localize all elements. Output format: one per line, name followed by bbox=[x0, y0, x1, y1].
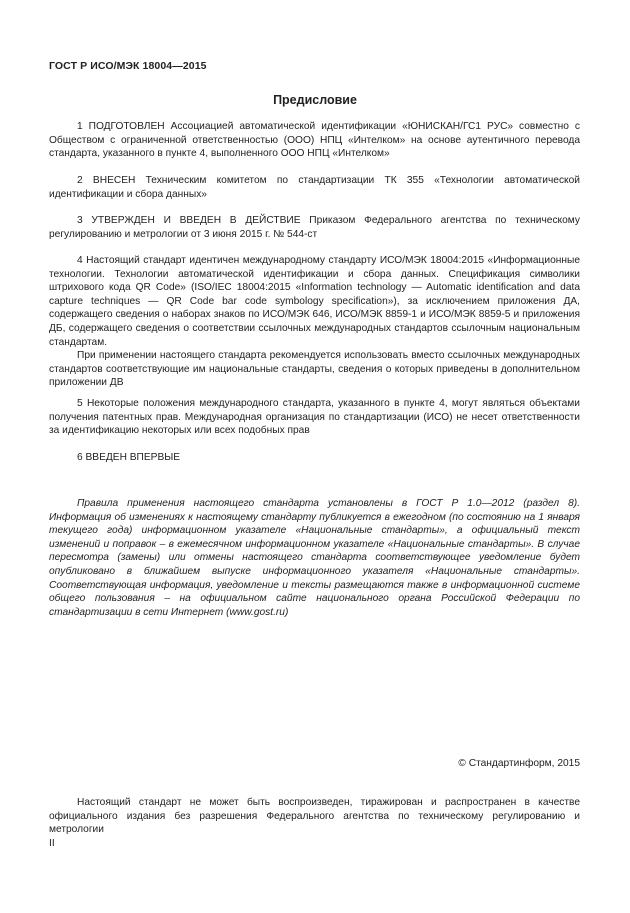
paragraph-6: 6 ВВЕДЕН ВПЕРВЫЕ bbox=[77, 452, 181, 463]
copyright-line: © Стандартинформ, 2015 bbox=[458, 758, 580, 769]
foreword-block-1 bbox=[49, 120, 580, 161]
paragraph-4: 4 Настоящий стандарт идентичен международному стандарту ИСО/МЭК 18004:2015 «Информационные технологии. Технологии автоматической идентификации и сбора данных. Спецификация символики штрихового кода QR Code» (ISO/IEC 18004:2015 «Information technology — Automatic identification and data capture techniques — QR Code bar code symbology specification»), за исключением приложения ДА, содержащего сведения о наборах знаков по ИСО/МЭК 646, ИСО/МЭК 8859-1 и ИСО/МЭК 8859-5 и приложения ДБ, содержащего сведения о соответствии ссылочных международных стандартов ссылочным национальным стандартам. bbox=[49, 255, 580, 348]
foreword-block-2 bbox=[49, 174, 580, 201]
document-header: ГОСТ Р ИСО/МЭК 18004—2015 bbox=[49, 60, 207, 72]
notice-block bbox=[49, 497, 580, 619]
paragraph-5: 5 Некоторые положения международного стандарта, указанного в пункте 4, могут являться объектами получения патентных прав. Международная организация по стандартизации (ИСО) не несет ответственности за идентификацию некоторых или всех подобных прав bbox=[49, 398, 580, 437]
paragraph-2: 2 ВНЕСЕН Техническим комитетом по стандартизации ТК 355 «Технологии автоматической идентификации и сбора данных» bbox=[49, 175, 580, 200]
footer-text: Настоящий стандарт не может быть воспроизведен, тиражирован и распространен в качестве официального издания без разрешения Федерального агентства по техническому регулированию и метрологии bbox=[49, 797, 580, 836]
notice-text: Правила применения настоящего стандарта установлены в ГОСТ Р 1.0—2012 (раздел 8). Информация об изменениях к настоящему стандарту публикуется в ежегодном (по состоянию на 1 января текущего года) информационном указателе «Национальные стандарты», а официальный текст изменений и поправок – в ежемесячном информационном указателе «Национальные стандарты». В случае пересмотра (замены) или отмены настоящего стандарта соответствующее уведомление будет опубликовано в ближайшем выпуске информационного указателя «Национальные стандарты». Соответствующая информация, уведомление и тексты размещаются также в информационной системе общего пользования – на официальном сайте национального органа Российской Федерации по стандартизации в сети Интернет (www.gost.ru) bbox=[49, 498, 580, 618]
page-number: II bbox=[49, 838, 55, 849]
foreword-block-3 bbox=[49, 214, 580, 241]
foreword-block-4 bbox=[49, 254, 580, 390]
paragraph-1: 1 ПОДГОТОВЛЕН Ассоциацией автоматической идентификации «ЮНИСКАН/ГС1 РУС» совместно с Обществом с ограниченной ответственностью (ООО) НПЦ «Интелком» на основе аутентичного перевода стандарта, указанного в пункте 4, выполненного ООО НПЦ «Интелком» bbox=[49, 121, 580, 160]
paragraph-3: 3 УТВЕРЖДЕН И ВВЕДЕН В ДЕЙСТВИЕ Приказом Федерального агентства по техническому регулированию и метрологии от 3 июня 2015 г. № 544-ст bbox=[49, 215, 580, 240]
foreword-block-6 bbox=[49, 451, 580, 465]
section-title: Предисловие bbox=[273, 93, 357, 107]
footer-notice bbox=[49, 796, 580, 837]
paragraph-4b: При применении настоящего стандарта рекомендуется использовать вместо ссылочных международных стандартов соответствующие им национальные стандарты, сведения о которых приведены в дополнительном приложении ДВ bbox=[49, 350, 580, 389]
foreword-block-5 bbox=[49, 397, 580, 438]
